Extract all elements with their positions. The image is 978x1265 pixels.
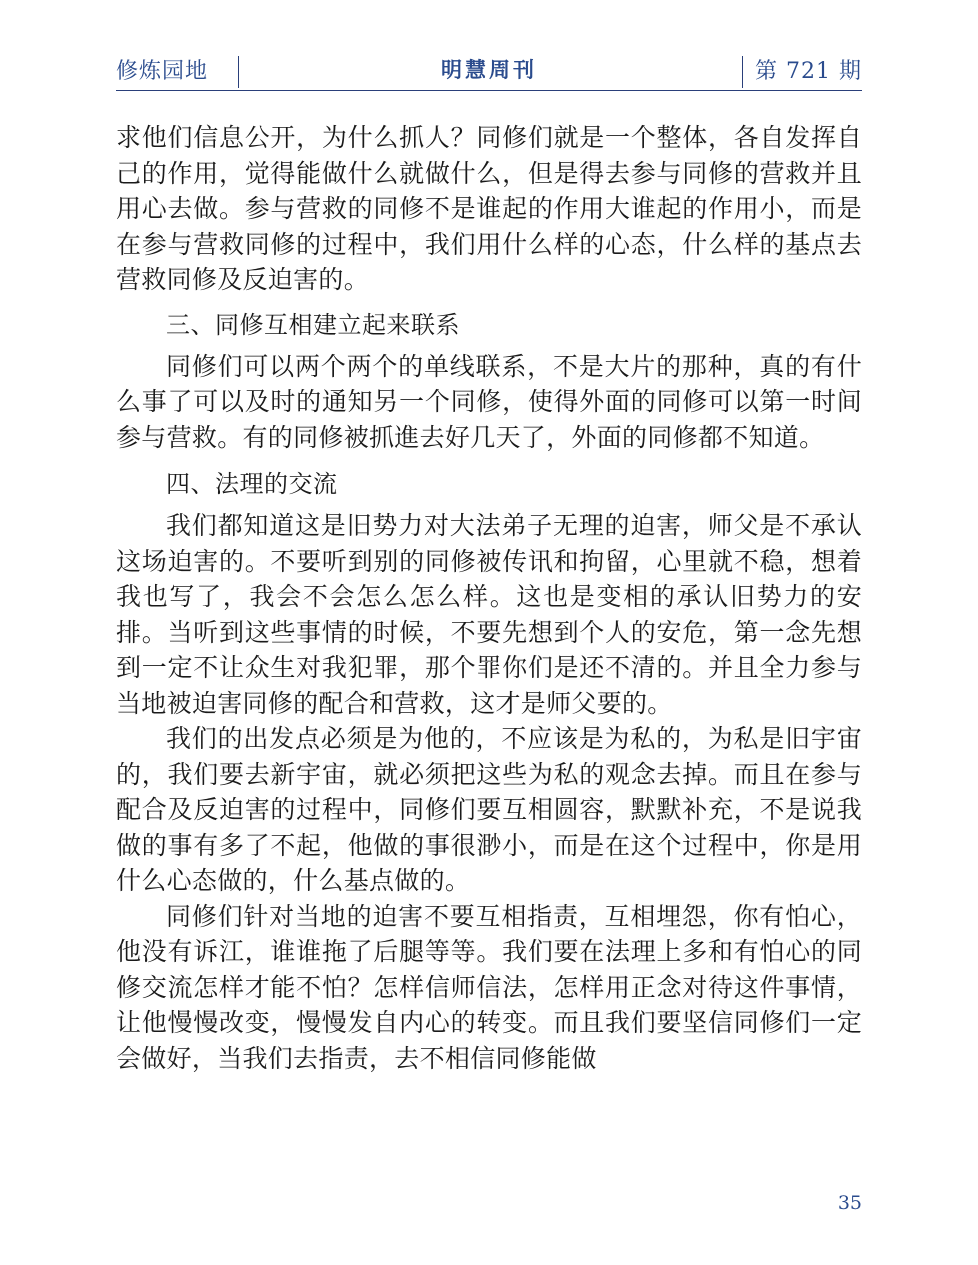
section-heading-3: 三、同修互相建立起来联系 [166, 310, 460, 339]
page-number: 35 [837, 1192, 862, 1214]
section-heading-4: 四、法理的交流 [166, 470, 338, 498]
issue-number: 第 721 期 [755, 59, 862, 84]
paragraph: 我们都知道这是旧势力对大法弟子无理的迫害，师父是不承认这场迫害的。不要听到别的同修被传讯和拘留，心里就不稳，想着我也写了，我会不会怎么怎么样。这也是变相的承认旧势力的安排。当听到这些事情的时候，不要先想到个人的安危，第一念先想到一定不让众生对我犯罪，那个罪你们是还不清的。并且全力参与当地被迫害同修的配合和营救，这才是师父要的。 [116, 511, 862, 718]
header-divider-right [742, 56, 743, 88]
publication-title: 明慧周刊 [441, 58, 537, 82]
article-body [116, 120, 862, 1076]
page-header [116, 50, 862, 91]
paragraph: 同修们可以两个两个的单线联系，不是大片的那种，真的有什么事了可以及时的通知另一个同修，使得外面的同修可以第一时间参与营救。有的同修被抓進去好几天了，外面的同修都不知道。 [116, 351, 862, 452]
paragraph-continued: 求他们信息公开，为什么抓人？同修们就是一个整体，各自发挥自己的作用，觉得能做什么就做什么，但是得去参与同修的营救并且用心去做。参与营救的同修不是谁起的作用大谁起的作用小，而是在参与营救同修的过程中，我们用什么样的心态，什么样的基点去营救同修及反迫害的。 [116, 123, 862, 294]
section-title: 修炼园地 [116, 59, 209, 84]
paragraph: 同修们针对当地的迫害不要互相指责，互相埋怨，你有怕心，他没有诉江，谁谁拖了后腿等等。我们要在法理上多和有怕心的同修交流怎样才能不怕？怎样信师信法，怎样用正念对待这件事情，让他慢慢改变，慢慢发自内心的转变。而且我们要坚信同修们一定会做好，当我们去指责，去不相信同修能做 [116, 901, 862, 1073]
paragraph: 我们的出发点必须是为他的，不应该是为私的，为私是旧宇宙的，我们要去新宇宙，就必须把这些为私的观念去掉。而且在参与配合及反迫害的过程中，同修们要互相圆容，默默补充，不是说我做的事有多了不起，他做的事很渺小，而是在这个过程中，你是用什么心态做的，什么基点做的。 [116, 724, 862, 895]
